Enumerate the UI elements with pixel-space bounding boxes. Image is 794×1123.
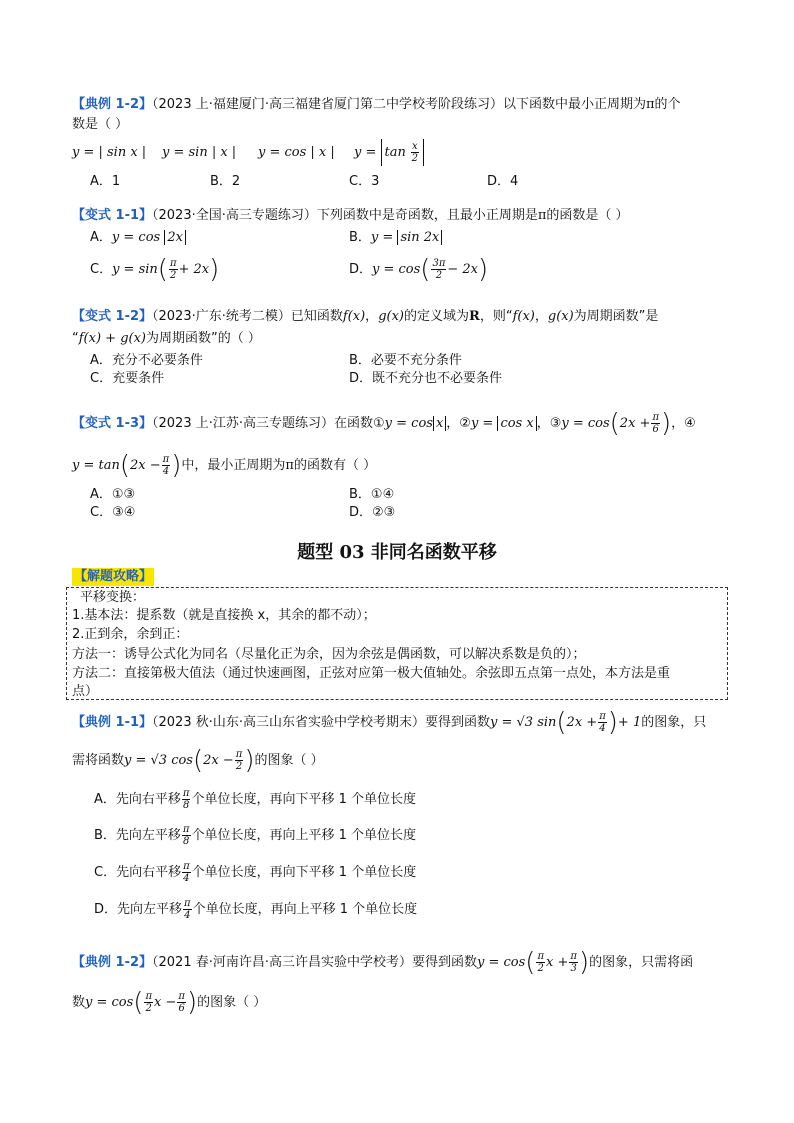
option-d: D．先向左平移 $\frac{\pi}{4}$ 个单位长度，再向上平移 1 个单位长度 — [94, 898, 418, 921]
option-b: B．①④ — [349, 487, 395, 502]
variation-1-1-question: 【变式 1-1】（2023·全国·高三专题练习）下列函数中是奇函数，且最小正周期是π的函数是（ ） — [72, 208, 629, 223]
function-4: y = tan $\frac{x}{2}$ — [354, 134, 424, 172]
section-title: 题型 03 非同名函数平移 — [297, 542, 497, 563]
example-tag: 【典例 1-2】 — [72, 97, 153, 112]
option-d: D．4 — [487, 174, 519, 189]
strategy-line: 2.正到余，余到正： — [72, 627, 189, 642]
option-a: A．先向右平移 $\frac{\pi}{8}$ 个单位长度，再向下平移 1 个单位长度 — [94, 788, 417, 811]
option-a: A．1 — [90, 174, 121, 189]
variation-1-2-question: 【变式 1-2】（2023·广东·统考二模）已知函数f(x)，g(x)的定义域为R，则“f(x)，g(x)为周期函数”是 — [72, 309, 659, 324]
option-a: A．y = cos 2x — [90, 229, 186, 247]
example-1-1-question: 【典例 1-1】（2023 秋·山东·高三山东省实验中学校考期末）要得到函数y = √3 sin(2x + $\frac{\pi}{4}$ )+ 1的图象，只 — [72, 707, 707, 738]
option-c: C．y = sin( $\frac{\pi}{2}$ + 2x) — [90, 254, 220, 285]
option-c: C．③④ — [90, 505, 136, 520]
option-b: B．必要不充分条件 — [349, 353, 462, 368]
option-a: A．充分不必要条件 — [90, 353, 203, 368]
option-c: C．先向右平移 $\frac{\pi}{4}$ 个单位长度，再向下平移 1 个单位长度 — [94, 861, 417, 884]
variation-tag: 【变式 1-1】 — [72, 208, 153, 223]
variation-1-3-question: 【变式 1-3】（2023 上·江苏·高三专题练习）在函数①y = cos x ，②y = cos x ，③y = cos(2x + $\frac{\pi}{6}$ )，④ — [72, 408, 696, 439]
function-3: y = cos | x | — [258, 145, 335, 160]
variation-1-2-line-2: “f(x) + g(x)为周期函数”的（ ） — [72, 331, 261, 346]
option-d: D．既不充分也不必要条件 — [349, 371, 503, 386]
function-2: y = sin | x | — [162, 145, 237, 160]
variation-1-3-line-2: y = tan(2x − $\frac{\pi}{4}$ )中，最小正周期为π的函数有（ ） — [72, 450, 377, 481]
strategy-line: 方法二：直接第极大值法（通过快速画图，正弦对应第一极大值轴处。余弦即五点第一点处，本方法是重 — [72, 666, 671, 681]
option-a: A．①③ — [90, 487, 136, 502]
strategy-line: 1.基本法：提系数（就是直接换 x，其余的都不动）； — [72, 608, 376, 623]
example-1-2-question — [72, 96, 681, 114]
option-b: B．先向左平移 $\frac{\pi}{8}$ 个单位长度，再向上平移 1 个单位长度 — [94, 824, 417, 847]
strategy-tag: 【解题攻略】 — [74, 569, 153, 584]
option-b: B．2 — [210, 174, 241, 189]
strategy-line: 平移变换： — [80, 590, 146, 605]
option-d: D．②③ — [349, 505, 396, 520]
question-tail: 的个 — [654, 97, 681, 112]
example-1-2b-question: 【典例 1-2】（2021 春·河南许昌·高三许昌实验中学校考）要得到函数y = cos( $\frac{\pi}{2}$ x + $\frac{\pi}{3}$ )的图象，只需将函 — [72, 947, 694, 978]
function-1: y = | sin x | — [72, 145, 147, 160]
option-c: C．充要条件 — [90, 371, 165, 386]
question-line-2: 数是（ ） — [72, 117, 129, 132]
question-source: （2023 上·福建厦门·高三福建省厦门第二中学校考阶段练习）以下函数中最小正周期为 — [152, 97, 646, 112]
example-1-2b-line-2: 数y = cos( $\frac{\pi}{2}$ x − $\frac{\pi}{6}$ )的图象（ ） — [72, 987, 267, 1018]
strategy-line: 方法一：诱导公式化为同名（尽量化正为余，因为余弦是偶函数，可以解决系数是负的）； — [72, 647, 586, 662]
option-d: D．y = cos( $\frac{3\pi}{2}$ − 2x) — [349, 254, 489, 285]
pi-symbol: π — [646, 97, 655, 112]
option-b: B．y = sin 2x — [349, 229, 442, 247]
example-1-1-line-2: 需将函数y = √3 cos(2x − $\frac{\pi}{2}$ )的图象（ ） — [72, 745, 324, 776]
option-c: C．3 — [349, 174, 380, 189]
strategy-line: 点） — [72, 684, 99, 699]
